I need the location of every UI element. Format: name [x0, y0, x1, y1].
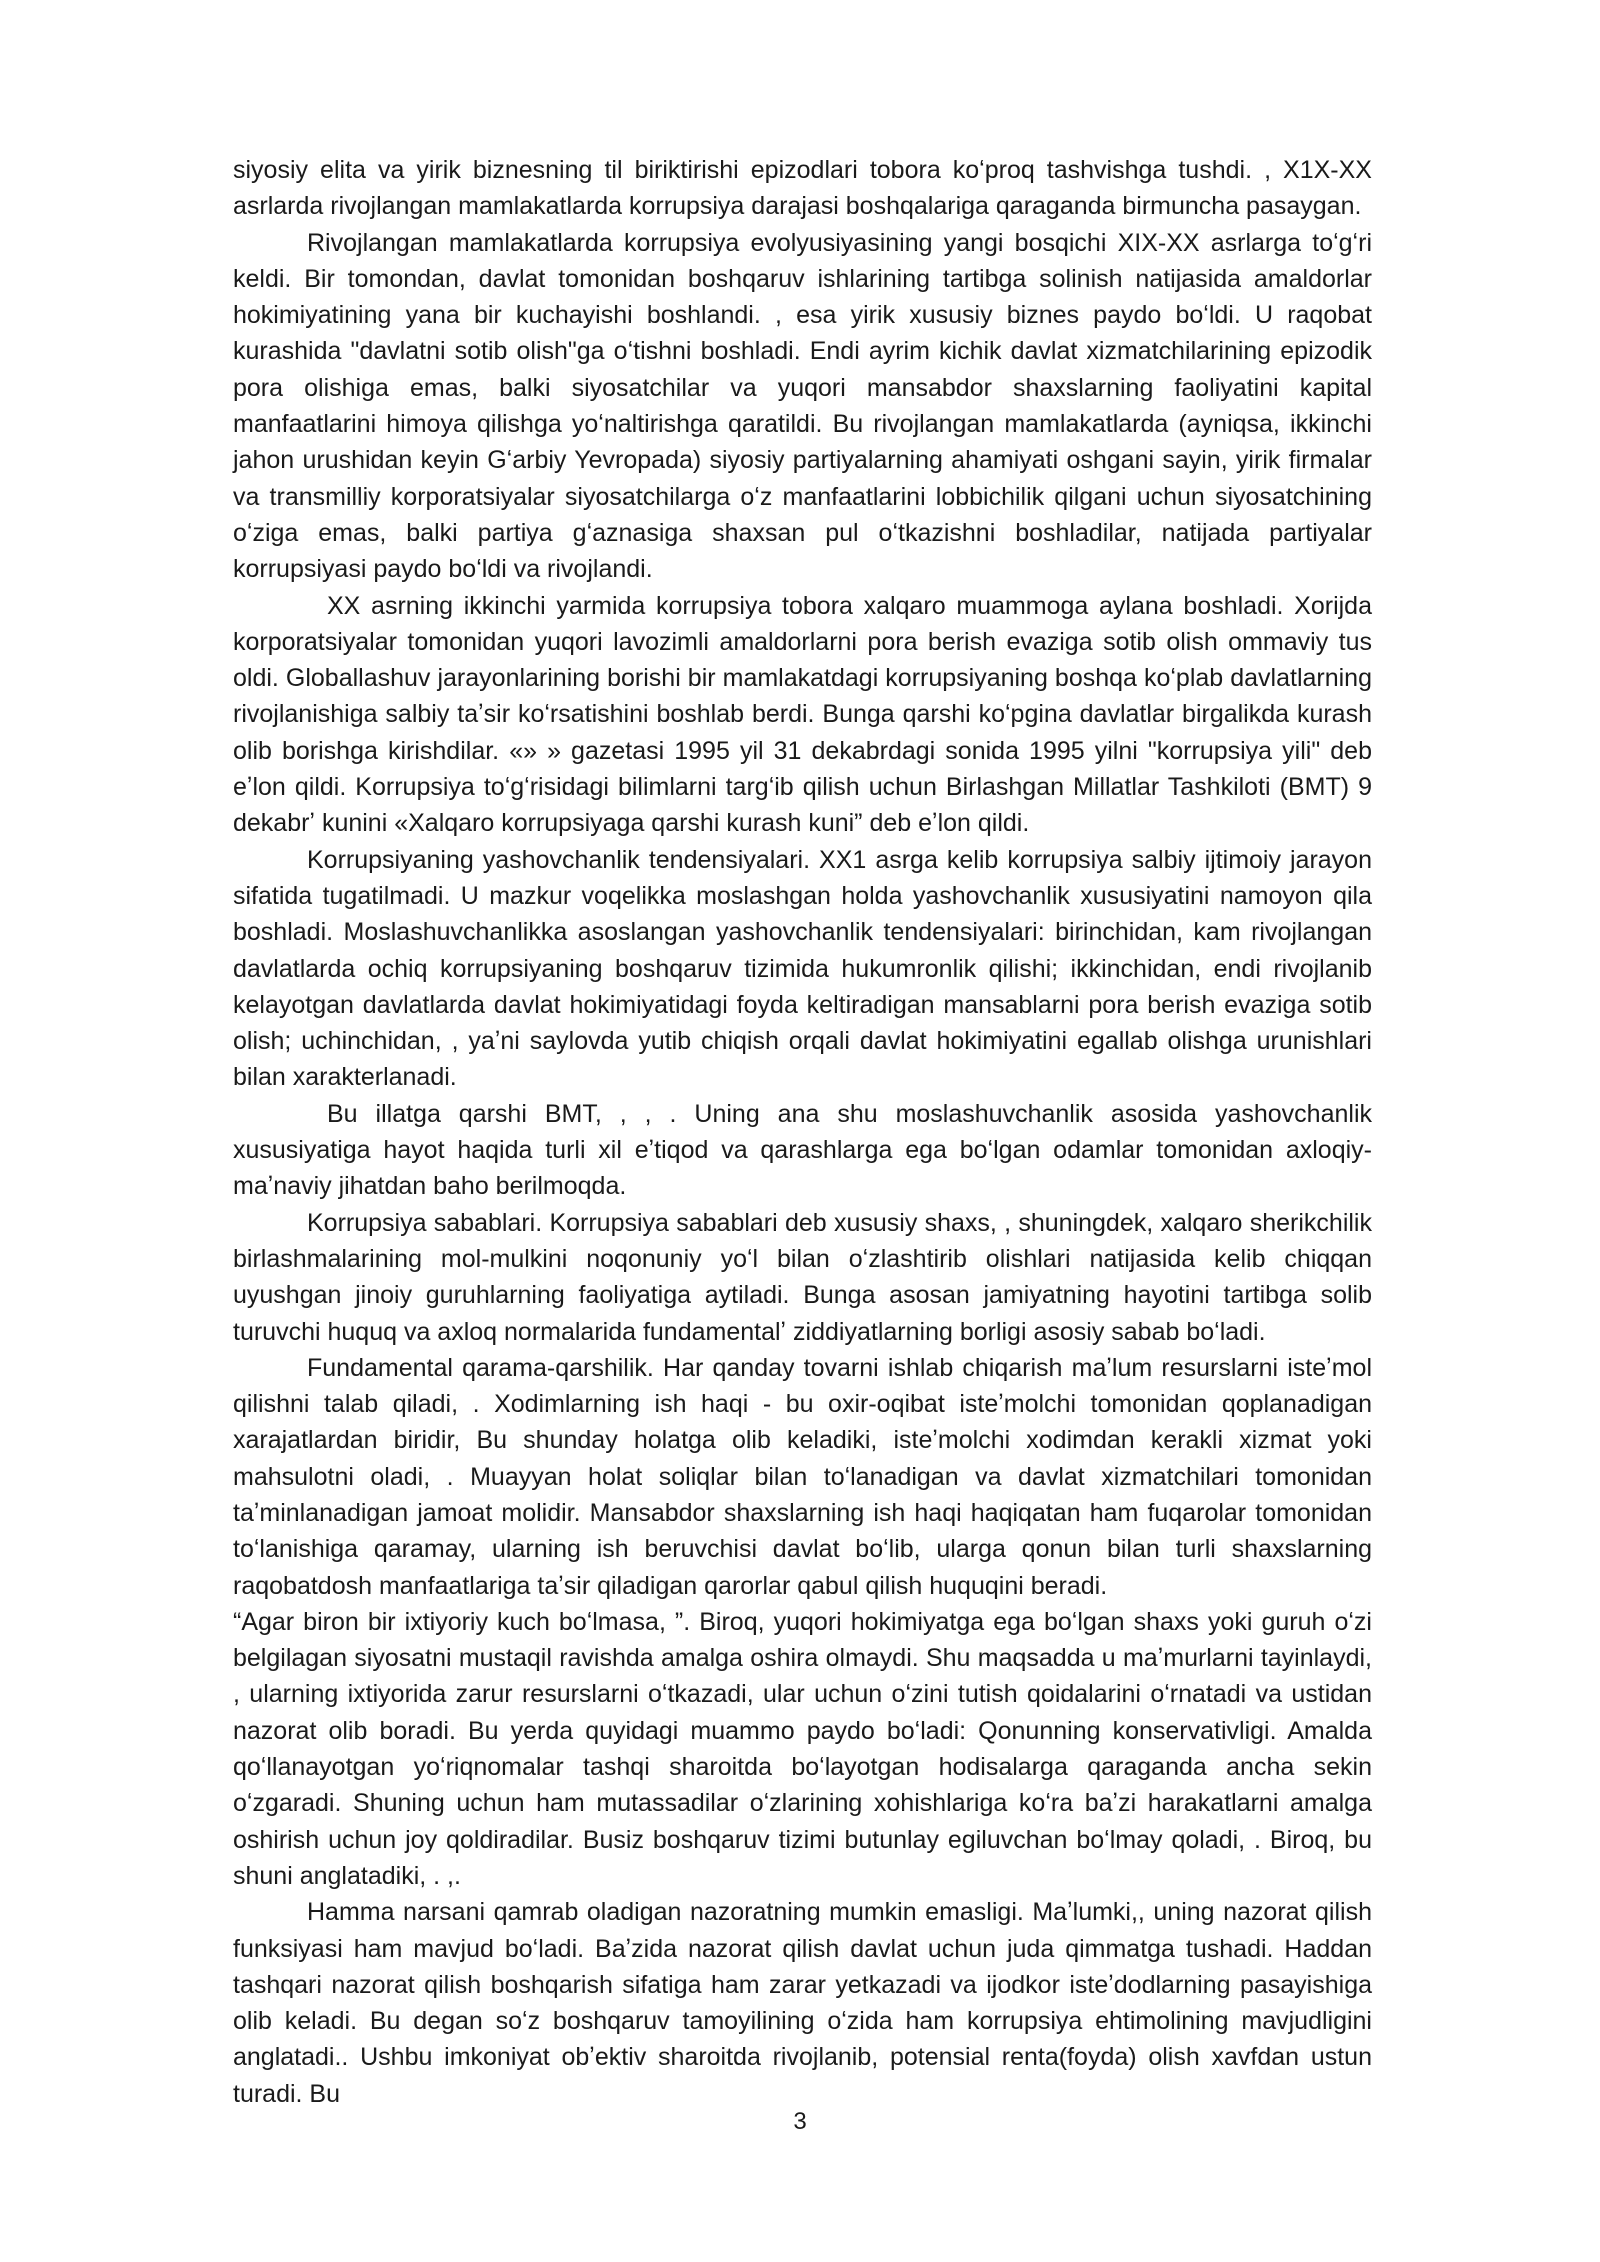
- document-body: [233, 152, 1372, 2112]
- paragraph-2: Rivojlangan mamlakatlarda korrupsiya evolyusiyasining yangi bosqichi XIX-XX asrlarga toʻgʻri keldi. Bir tomondan, davlat tomonidan boshqaruv ishlarining tartibga solinish natijasida amaldorlar hokimiyatining yana bir kuchayishi boshlandi. , esa yirik xususiy biznes paydo boʻldi. U raqobat kurashida "davlatni sotib olish"ga oʻtishni boshladi. Endi ayrim kichik davlat xizmatchilarining epizodik pora olishiga emas, balki siyosatchilar va yuqori mansabdor shaxslarning faoliyatini kapital manfaatlarini himoya qilishga yoʻnaltirishga qaratildi. Bu rivojlangan mamlakatlarda (ayniqsa, ikkinchi jahon urushidan keyin Gʻarbiy Yevropada) siyosiy partiyalarning ahamiyati oshgani sayin, yirik firmalar va transmilliy korporatsiyalar siyosatchilarga oʻz manfaatlarini lobbichilik qilgani uchun siyosatchining oʻziga emas, balki partiya gʻaznasiga shaxsan pul oʻtkazishni boshladilar, natijada partiyalar korrupsiyasi paydo boʻldi va rivojlandi.: [233, 228, 1372, 584]
- paragraph-9: Hamma narsani qamrab oladigan nazoratning mumkin emasligi. Maʼlumki,, uning nazorat qilish funksiyasi ham mavjud boʻladi. Baʼzida nazorat qilish davlat uchun juda qimmatga tushadi. Haddan tashqari nazorat qilish boshqarish sifatiga ham zarar yetkazadi va ijodkor isteʼdodlarning pasayishiga olib keladi. Bu degan soʻz boshqaruv tamoyilining oʻzida ham korrupsiya ehtimolining mavjudligini anglatadi.. Ushbu imkoniyat obʼektiv sharoitda rivojlanib, potensial renta(foyda) olish xavfdan ustun turadi. Bu: [233, 1898, 1372, 2108]
- paragraph-6: Korrupsiya sabablari. Korrupsiya sabablari deb xususiy shaxs, , shuningdek, xalqaro sherikchilik birlashmalarining mol-mulkini noqonuniy yoʻl bilan oʻzlashtirib olishlari natijasida kelib chiqqan uyushgan jinoiy guruhlarning faoliyatiga aytiladi. Bunga asosan jamiyatning hayotini tartibga solib turuvchi huquq va axloq normalarida fundamentalʼ ziddiyatlarning borligi asosiy sabab boʻladi.: [233, 1208, 1372, 1346]
- paragraph-7: Fundamental qarama-qarshilik. Har qanday tovarni ishlab chiqarish maʼlum resurslarni isteʼmol qilishni talab qiladi, . Xodimlarning ish haqi - bu oxir-oqibat isteʼmolchi tomonidan qoplanadigan xarajatlardan biridir, Bu shunday holatga olib keladiki, isteʼmolchi xodimdan kerakli xizmat yoki mahsulotni oladi, . Muayyan holat soliqlar bilan toʻlanadigan va davlat xizmatchilari tomonidan taʼminlanadigan jamoat molidir. Mansabdor shaxslarning ish haqi haqiqatan ham fuqarolar tomonidan toʻlanishiga qaramay, ularning ish beruvchisi davlat boʻlib, ularga qonun bilan turli shaxslarning raqobatdosh manfaatlariga taʼsir qiladigan qarorlar qabul qilish huquqini beradi.: [233, 1353, 1372, 1600]
- paragraph-1: siyosiy elita va yirik biznesning til biriktirishi epizodlari tobora koʻproq tashvishga tushdi. , X1X-XX asrlarda rivojlangan mamlakatlarda korrupsiya darajasi boshqalariga qaraganda birmuncha pasaygan.: [233, 156, 1372, 221]
- page-number: 3: [793, 2108, 807, 2135]
- paragraph-5: Bu illatga qarshi BMT, , , . Uning ana shu moslashuvchanlik asosida yashovchanlik xususiyatiga hayot haqida turli xil eʼtiqod va qarashlarga ega boʻlgan odamlar tomonidan axloqiy-maʼnaviy jihatdan baho berilmoqda.: [233, 1099, 1372, 1201]
- paragraph-8: “Agar biron bir ixtiyoriy kuch boʻlmasa, ”. Biroq, yuqori hokimiyatga ega boʻlgan shaxs yoki guruh oʻzi belgilagan siyosatni mustaqil ravishda amalga oshira olmaydi. Shu maqsadda u maʼmurlarni tayinlaydi, , ularning ixtiyorida zarur resurslarni oʻtkazadi, ular uchun oʻzini tutish qoidalarini oʻrnatadi va ustidan nazorat olib boradi. Bu yerda quyidagi muammo paydo boʻladi: Qonunning konservativligi. Amalda qoʻllanayotgan yoʻriqnomalar tashqi sharoitda boʻlayotgan hodisalarga qaraganda ancha sekin oʻzgaradi. Shuning uchun ham mutassadilar oʻzlarining xohishlariga koʻra baʼzi harakatlarni amalga oshirish uchun joy qoldiradilar. Busiz boshqaruv tizimi butunlay egiluvchan boʻlmay qoladi, . Biroq, bu shuni anglatadiki, . ,.: [233, 1607, 1372, 1890]
- paragraph-4: Korrupsiyaning yashovchanlik tendensiyalari. XX1 asrga kelib korrupsiya salbiy ijtimoiy jarayon sifatida tugatilmadi. U mazkur voqelikka moslashgan holda yashovchanlik xususiyatini namoyon qila boshladi. Moslashuvchanlikka asoslangan yashovchanlik tendensiyalari: birinchidan, kam rivojlangan davlatlarda ochiq korrupsiyaning boshqaruv tizimida hukumronlik qilishi; ikkinchidan, endi rivojlanib kelayotgan davlatlarda davlat hokimiyatidagi foyda keltiradigan mansablarni pora berish evaziga sotib olish; uchinchidan, , yaʼni saylovda yutib chiqish orqali davlat hokimiyatini egallab olishga urunishlari bilan xarakterlanadi.: [233, 845, 1372, 1092]
- paragraph-3: XX asrning ikkinchi yarmida korrupsiya tobora xalqaro muammoga aylana boshladi. Xorijda korporatsiyalar tomonidan yuqori lavozimli amaldorlarni pora berish evaziga sotib olish ommaviy tus oldi. Globallashuv jarayonlarining borishi bir mamlakatdagi korrupsiyaning boshqa koʻplab davlatlarning rivojlanishiga salbiy taʼsir koʻrsatishini boshlab berdi. Bunga qarshi koʻpgina davlatlar birgalikda kurash olib borishga kirishdilar. «» » gazetasi 1995 yil 31 dekabrdagi sonida 1995 yilni "korrupsiya yili" deb eʼlon qildi. Korrupsiya toʻgʻrisidagi bilimlarni targʻib qilish uchun Birlashgan Millatlar Tashkiloti (BMT) 9 dekabrʼ kunini «Xalqaro korrupsiyaga qarshi kurash kuni” deb eʼlon qildi.: [233, 591, 1372, 838]
